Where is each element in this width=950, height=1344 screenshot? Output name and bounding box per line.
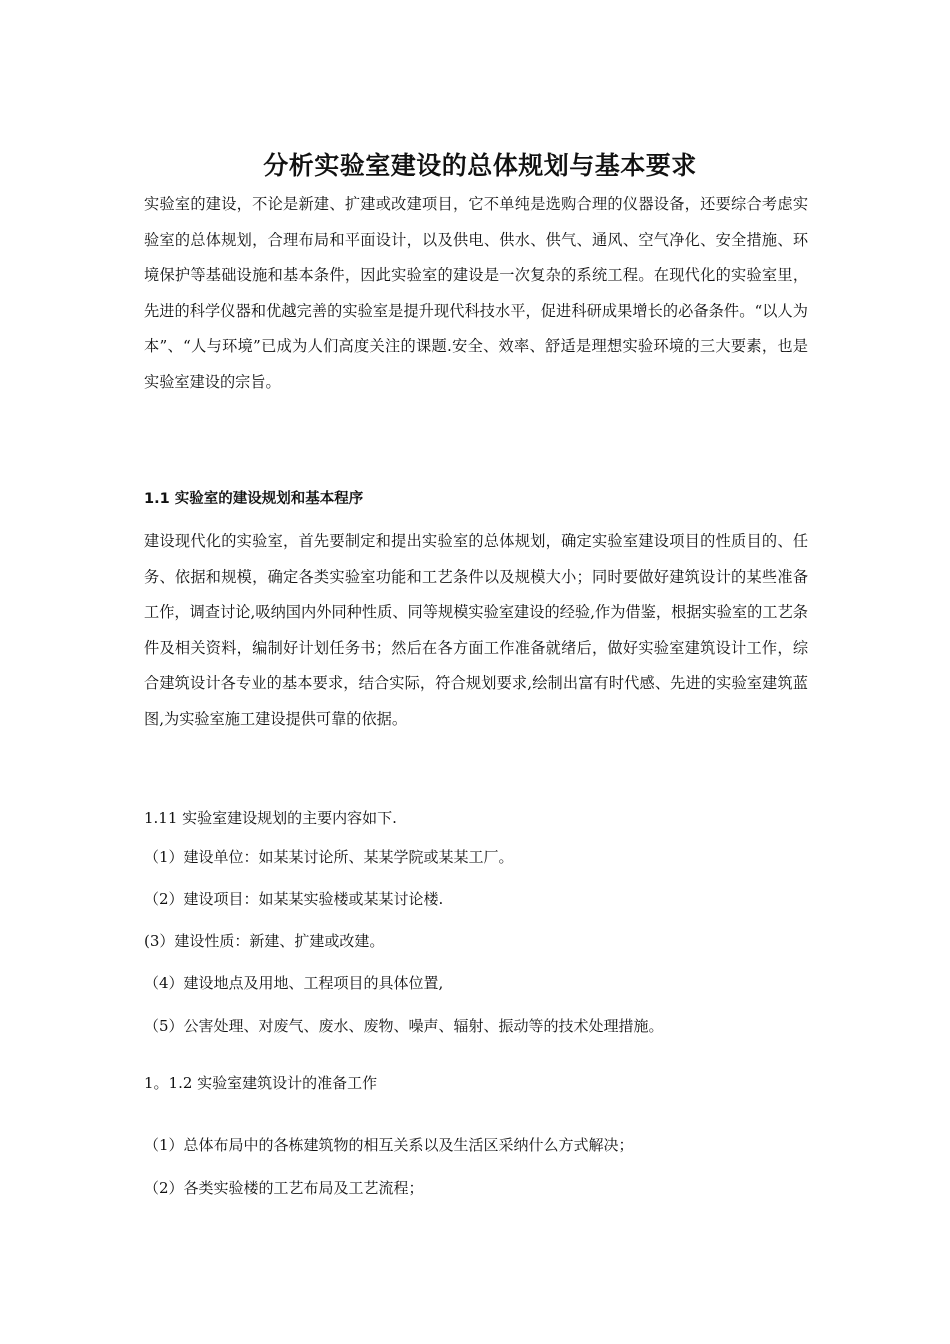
list-item: (3）建设性质：新建、扩建或改建。 xyxy=(144,932,385,950)
list-item: （2）各类实验楼的工艺布局及工艺流程； xyxy=(144,1179,424,1197)
list-item: （4）建设地点及用地、工程项目的具体位置, xyxy=(144,974,444,992)
section-paragraph: 建设现代化的实验室，首先要制定和提出实验室的总体规划，确定实验室建设项目的性质目的、任务、依据和规模，确定各类实验室功能和工艺条件以及规模大小；同时要做好建筑设计的某些准备工作，调查讨论,吸纳国内外同种性质、同等规模实验室建设的经验,作为借鉴，根据实验室的工艺条件及相关资料，编制好计划任务书；然后在各方面工作准备就绪后，做好实验室建筑设计工作，综合建筑设计各专业的基本要求，结合实际，符合规划要求,绘制出富有时代感、先进的实验室建筑蓝图,为实验室施工建设提供可靠的依据。 xyxy=(144,532,808,728)
list-item: （1）建设单位：如某某讨论所、某某学院或某某工厂。 xyxy=(144,848,514,866)
subsection-heading: 1.11 实验室建设规划的主要内容如下. xyxy=(144,809,397,827)
list-item: （5）公害处理、对废气、废水、废物、噪声、辐射、振动等的技术处理措施。 xyxy=(144,1017,664,1035)
list-item: （2）建设项目：如某某实验楼或某某讨论楼. xyxy=(144,890,444,908)
section-heading: 1.1 实验室的建设规划和基本程序 xyxy=(144,491,364,507)
list-item: （1）总体布局中的各栋建筑物的相互关系以及生活区采纳什么方式解决； xyxy=(144,1136,634,1154)
intro-paragraph: 实验室的建设，不论是新建、扩建或改建项目，它不单纯是选购合理的仪器设备，还要综合考虑实验室的总体规划，合理布局和平面设计，以及供电、供水、供气、通风、空气净化、安全措施、环境保护等基础设施和基本条件，因此实验室的建设是一次复杂的系统工程。在现代化的实验室里，先进的科学仪器和优越完善的实验室是提升现代科技水平，促进科研成果增长的必备条件。“以人为本”、“人与环境”已成为人们高度关注的课题.安全、效率、舒适是理想实验环境的三大要素，也是实验室建设的宗旨。 xyxy=(144,195,808,391)
document-title: 分析实验室建设的总体规划与基本要求 xyxy=(263,150,697,180)
subsection-heading: 1。1.2 实验室建筑设计的准备工作 xyxy=(144,1074,378,1092)
